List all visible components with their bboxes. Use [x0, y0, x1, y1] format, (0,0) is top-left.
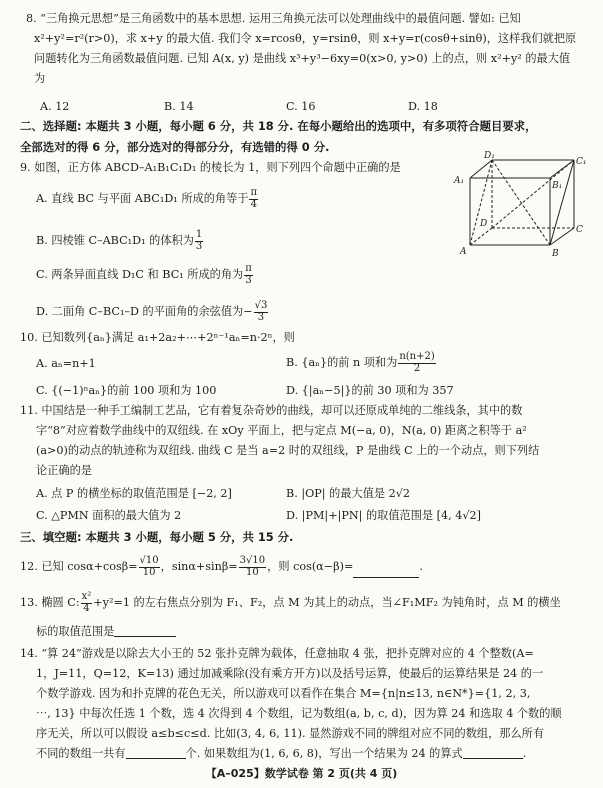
cube-label-c1: C₁	[576, 157, 587, 167]
q11-line-2: 字“8”对应着数学曲线中的双纽线. 在 xOy 平面上，把与定点 M(−a, 0)，N(a, 0) 距离之积等于 a²	[36, 424, 527, 437]
cube-label-d: D	[480, 219, 488, 229]
q11-option-c[interactable]: C. △PMN 面积的最大值为 2	[36, 509, 182, 522]
q8-option-d[interactable]: D. 18	[408, 100, 438, 113]
q9-option-c[interactable]	[36, 264, 254, 286]
q13-text-1: 13. 椭圆 C:	[20, 596, 80, 609]
q13-answer-blank[interactable]	[114, 627, 176, 637]
q9-option-c-text: C. 两条异面直线 D₁C 和 BC₁ 所成的角为	[36, 268, 244, 281]
q8-line-2: x²+y²=r²(r>0)，求 x+y 的最大值. 我们令 x=rcosθ，y=rsinθ，则 x+y=r(cosθ+sinθ)，这样我们就把原	[34, 32, 577, 45]
q11-option-b[interactable]: B. |OP| 的最大值是 2√2	[286, 487, 410, 500]
q10-option-b-text: B. {aₙ}的前 n 项和为	[286, 356, 398, 369]
cube-label-b: B	[552, 249, 559, 259]
q14-text-2: 个. 如果数组为(1, 6, 6, 8)，写出一个结果为 24 的算式	[185, 747, 463, 760]
cube-label-a1: A₁	[454, 176, 465, 186]
q14-answer-blank-1[interactable]	[126, 749, 186, 759]
q9-option-b-text: B. 四棱锥 C–ABC₁D₁ 的体积为	[36, 234, 194, 247]
q13-line-1	[20, 592, 561, 614]
q14-line-1: 14. “算 24”游戏是以除去大小王的 52 张扑克牌为载体，任意抽取 4 张，把扑克牌对应的 4 个整数(A=	[20, 647, 534, 660]
cube-label-d1: D₁	[484, 151, 495, 161]
q12-end: .	[419, 560, 423, 573]
q14-line-6	[36, 748, 526, 759]
cube-figure	[452, 150, 592, 260]
q12-fraction-1: $\frac{√10}{10}$	[139, 555, 159, 578]
q10-option-c[interactable]: C. {(−1)ⁿaₙ}的前 100 项和为 100	[36, 384, 217, 397]
q12-answer-blank[interactable]	[353, 568, 419, 578]
section-2-heading-line-2: 全部选对的得 6 分，部分选对的得部分分，有选错的得 0 分.	[20, 140, 330, 154]
q11-line-1: 11. 中国结是一种手工编制工艺品，它有着复杂奇妙的曲线，却可以还原成单纯的二维线条，其中的数	[20, 404, 523, 417]
q10-option-b[interactable]	[286, 352, 437, 374]
q9-option-d[interactable]	[36, 301, 269, 323]
section-3-heading: 三、填空题: 本题共 3 小题，每小题 5 分，共 15 分.	[20, 530, 294, 544]
q8-line-4: 为	[34, 72, 46, 85]
q13-fraction: $\frac{\text{x²}}{4}$	[81, 591, 92, 614]
q9-option-a[interactable]	[36, 188, 259, 210]
q14-line-5: 序无关，所以可以假设 a≤b≤c≤d. 比如(3, 4, 6, 11). 显然游戏不同的牌组对应不同的数组，那么所有	[36, 727, 545, 740]
q8-option-b[interactable]: B. 14	[164, 100, 194, 113]
cube-label-b1: B₁	[552, 181, 563, 191]
q8-line-3: 问题转化为三角函数最值问题. 已知 A(x, y) 是曲线 x³+y³−6xy=0(x>0, y>0) 上的点，则 x²+y² 的最大值	[34, 52, 571, 65]
q11-option-a[interactable]: A. 点 P 的横坐标的取值范围是 [−2, 2]	[36, 487, 232, 500]
q9-option-a-text: A. 直线 BC 与平面 ABC₁D₁ 所成的角等于	[36, 192, 249, 205]
q14-text-1: 不同的数组一共有	[36, 747, 126, 760]
q9-option-c-fraction: $\frac{\pi}{3}$	[245, 263, 252, 286]
q9-option-b-fraction: $\frac{1}{3}$	[195, 229, 203, 252]
q13-text-3: 标的取值范围是	[36, 625, 115, 638]
q11-line-3: (a>0)的动点的轨迹称为双纽线. 曲线 C 是当 a=2 时的双纽线，P 是曲线 C 上的一个动点，则下列结	[36, 444, 540, 457]
q8-line-1: 8. “三角换元思想”是三角函数中的基本思想. 运用三角换元法可以处理曲线中的最值问题. 譬如: 已知	[26, 12, 521, 25]
q9-stem: 9. 如图，正方体 ABCD–A₁B₁C₁D₁ 的棱长为 1，则下列四个命题中正确的是	[20, 161, 401, 174]
page-footer: 【A–025】数学试卷 第 2 页(共 4 页)	[205, 767, 398, 780]
q11-option-d[interactable]: D. |PM|+|PN| 的取值范围是 [4, 4√2]	[286, 509, 481, 522]
q10-stem: 10. 已知数列{aₙ}满足 a₁+2a₂+⋯+2ⁿ⁻¹aₙ=n·2ⁿ，则	[20, 331, 295, 344]
q10-option-b-fraction: $\frac{n(n+2)}{2}$	[399, 351, 435, 374]
q14-end: .	[522, 747, 527, 760]
cube-label-c: C	[576, 225, 583, 235]
q9-option-a-fraction: $\frac{\pi}{4}$	[250, 187, 258, 210]
q14-line-2: 1，J=11，Q=12，K=13) 通过加减乘除(没有乘方开方)以及括号运算，使最后的运算结果是 24 的一	[36, 667, 544, 680]
q12-text-1: 12. 已知 cosα+cosβ=	[20, 560, 138, 573]
q8-option-c[interactable]: C. 16	[286, 100, 316, 113]
q12	[20, 556, 423, 578]
section-2-heading-line-1: 二、选择题: 本题共 3 小题，每小题 6 分，共 18 分. 在每小题给出的选项中，有多项符合题目要求，	[20, 119, 537, 133]
q14-answer-blank-2[interactable]	[463, 749, 523, 759]
q14-line-4: ⋯, 13} 中每次任选 1 个数，选 4 次得到 4 个数组，记为数组(a, b, c, d)，因为算 24 和选取 4 个数的顺	[36, 707, 562, 720]
cube-label-a: A	[460, 247, 467, 257]
q8-option-a[interactable]: A. 12	[40, 100, 70, 113]
q13-line-2	[36, 626, 176, 637]
q9-option-d-fraction: $\frac{√3}{3}$	[254, 300, 268, 323]
q11-line-4: 论正确的是	[36, 464, 92, 477]
q14-line-3: 个数学游戏. 因为和扑克牌的花色无关，所以游戏可以看作在集合 M={n|n≤13, n∈N*}={1, 2, 3,	[36, 687, 531, 700]
q9-option-d-text: D. 二面角 C–BC₁–D 的平面角的余弦值为−	[36, 305, 253, 318]
q12-text-2: ，sinα+sinβ=	[160, 560, 238, 573]
q10-option-a[interactable]: A. aₙ=n+1	[36, 357, 96, 370]
q13-text-2: +y²=1 的左右焦点分别为 F₁、F₂，点 M 为其上的动点，当∠F₁MF₂ 为钝角时，点 M 的横坐	[93, 596, 561, 609]
q9-option-b[interactable]	[36, 230, 204, 252]
q12-fraction-2: $\frac{3√10}{10}$	[239, 555, 266, 578]
q10-option-d[interactable]: D. {|aₙ−5|}的前 30 项和为 357	[286, 384, 454, 397]
q12-text-3: ，则 cos(α−β)=	[267, 560, 354, 573]
